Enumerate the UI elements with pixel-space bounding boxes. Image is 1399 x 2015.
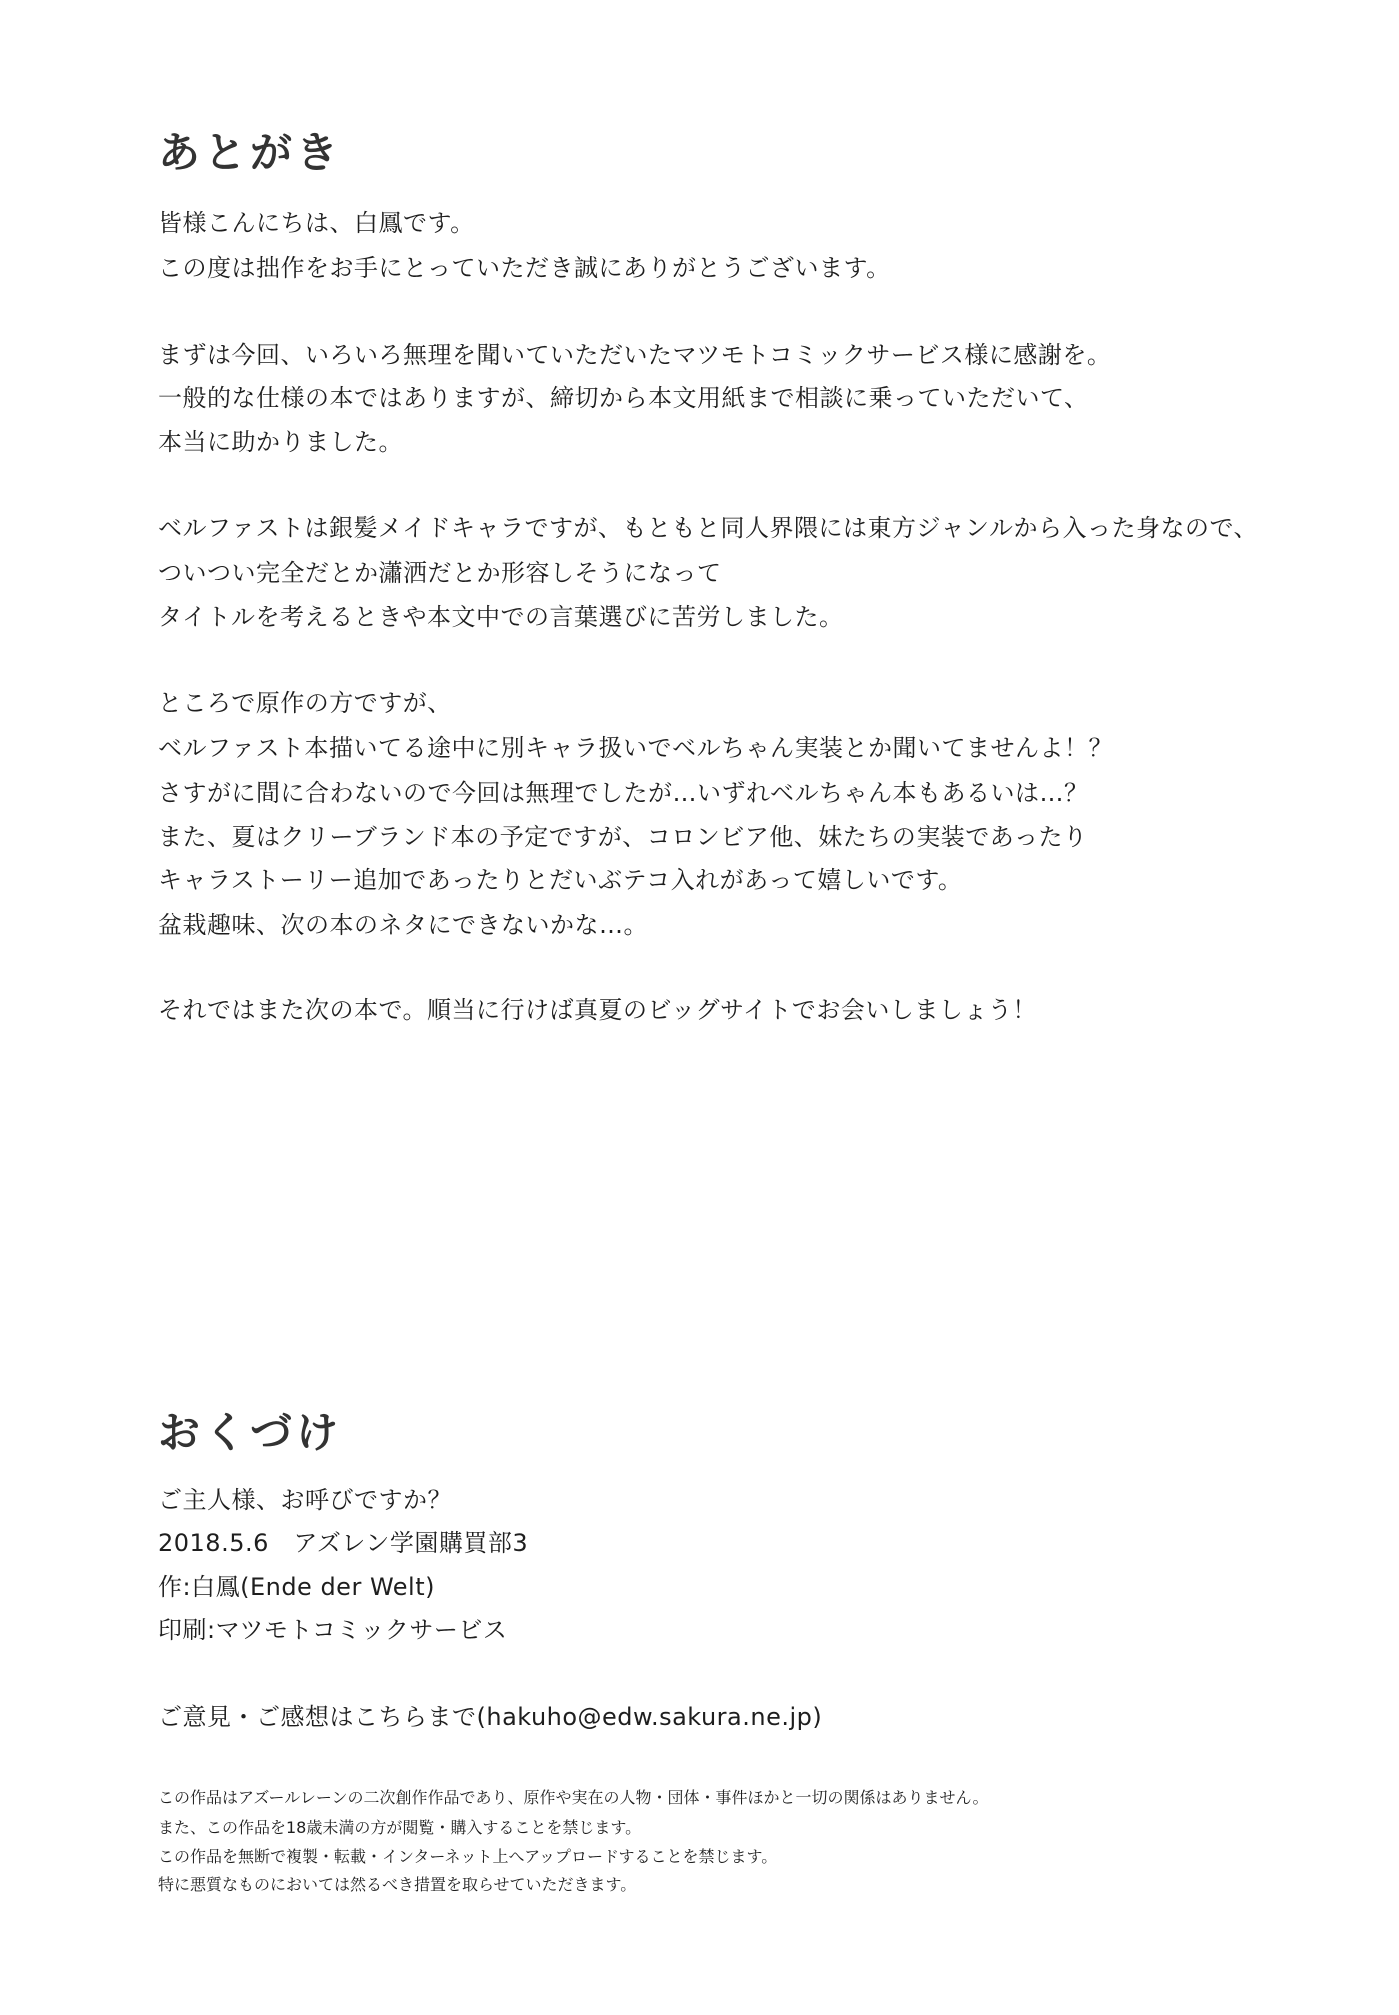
afterword-heading: あとがき: [158, 128, 343, 177]
colophon-heading: おくづけ: [158, 1408, 343, 1457]
afterword-line: さすがに間に合わないので今回は無理でしたが…いずれベルちゃん本もあるいは…？: [158, 779, 1089, 807]
afterword-line: この度は拙作をお手にとっていただき誠にありがとうございます。: [158, 254, 891, 282]
colophon-title: ご主人様、お呼びですか？: [158, 1486, 452, 1514]
afterword-line: 本当に助かりました。: [158, 428, 403, 456]
afterword-line: 一般的な仕様の本ではありますが、締切から本文用紙まで相談に乗っていただいて、: [158, 384, 1089, 412]
afterword-line: キャラストーリー追加であったりとだいぶテコ入れがあって嬉しいです。: [158, 866, 963, 894]
afterword-line: また、夏はクリーブランド本の予定ですが、コロンビア他、妹たちの実装であったり: [158, 823, 1088, 851]
notice-line: この作品はアズールレーンの二次創作作品であり、原作や実在の人物・団体・事件ほかと一切の関係はありません。: [158, 1788, 989, 1807]
afterword-line: まずは今回、いろいろ無理を聞いていただいたマツモトコミックサービス様に感謝を。: [158, 341, 1112, 369]
notice-line: この作品を無断で複製・転載・インターネット上へアップロードすることを禁じます。: [158, 1847, 778, 1866]
afterword-line: ところで原作の方ですが、: [158, 689, 452, 717]
afterword-line: ベルファストは銀髪メイドキャラですが、もともと同人界隈には東方ジャンルから入った身なので、: [158, 514, 1258, 542]
colophon-contact: ご意見・ご感想はこちらまで(hakuho@edw.sakura.ne.jp): [158, 1703, 823, 1731]
colophon-author: 作:白鳳(Ende der Welt): [158, 1573, 435, 1601]
afterword-line: ついつい完全だとか瀟洒だとか形容しそうになって: [158, 559, 722, 587]
notice-line: また、この作品を18歳未満の方が閲覧・購入することを禁じます。: [158, 1818, 642, 1837]
notice-line: 特に悪質なものにおいては然るべき措置を取らせていただきます。: [158, 1875, 637, 1894]
afterword-line: ベルファスト本描いてる途中に別キャラ扱いでベルちゃん実装とか聞いてませんよ！？: [158, 734, 1114, 762]
afterword-line: タイトルを考えるときや本文中での言葉選びに苦労しました。: [158, 603, 844, 631]
colophon-date-event: 2018.5.6 アズレン学園購買部3: [158, 1529, 529, 1557]
afterword-line: 皆様こんにちは、白鳳です。: [158, 209, 475, 237]
afterword-line: それではまた次の本で。順当に行けば真夏のビッグサイトでお会いしましょう！: [158, 996, 1037, 1024]
colophon-printer: 印刷:マツモトコミックサービス: [158, 1616, 508, 1644]
afterword-line: 盆栽趣味、次の本のネタにできないかな…。: [158, 911, 648, 939]
